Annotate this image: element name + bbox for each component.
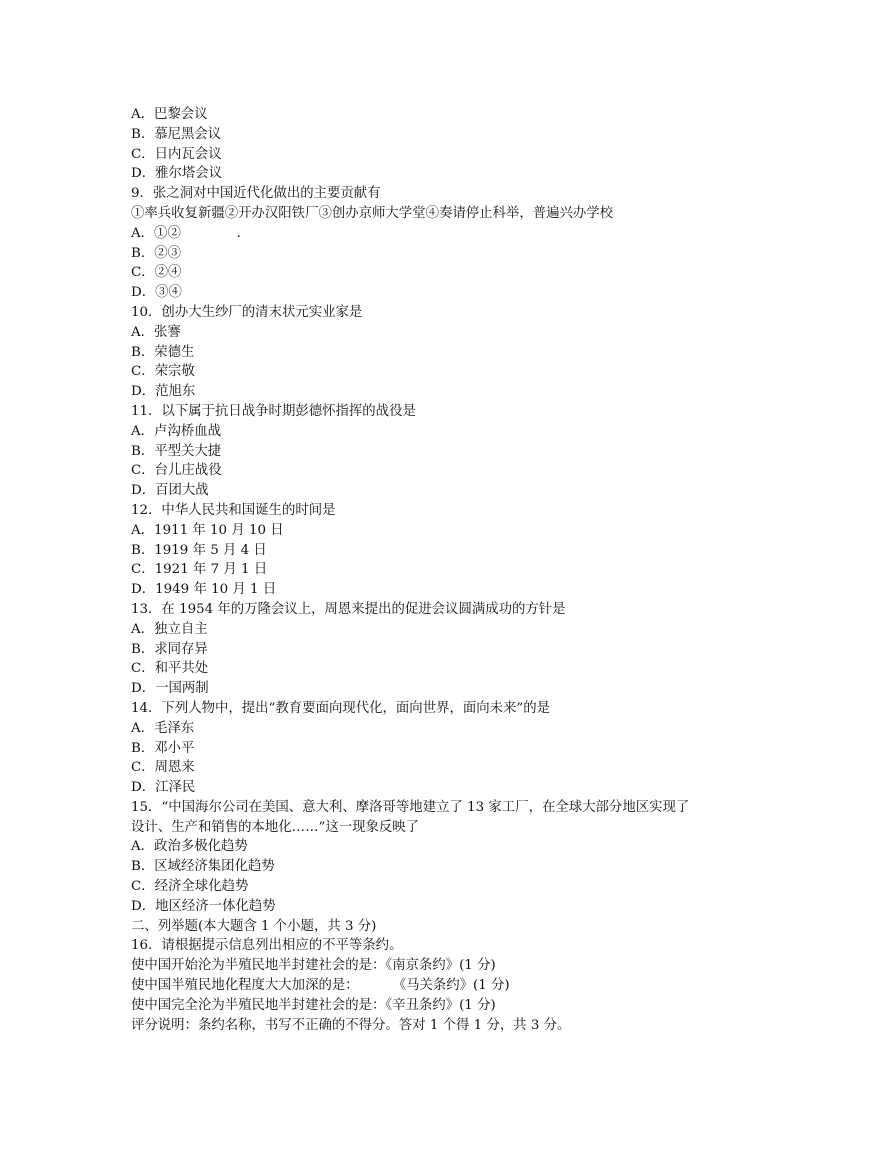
q9-question: 9．张之洞对中国近代化做出的主要贡献有 (131, 186, 381, 202)
q13-option-b: B．求同存异 (131, 641, 208, 657)
q10-option-d: D．范旭东 (131, 384, 196, 400)
q16-answer-1: 使中国开始沦为半殖民地半封建社会的是：《南京条约》(1 分) (131, 958, 496, 974)
section2-heading: 二、列举题(本大题含 1 个小题，共 3 分) (131, 918, 377, 934)
q16-scoring-note: 评分说明：条约名称，书写不正确的不得分。答对 1 个得 1 分，共 3 分。 (131, 1017, 571, 1033)
q15-question-line1: 15．“中国海尔公司在美国、意大利、摩洛哥等地建立了 13 家工厂，在全球大部分地区实现了 (131, 799, 690, 815)
q9-option-a-row (131, 224, 831, 244)
q9-option-a: A．①② (131, 225, 181, 241)
q12-question: 12．中华人民共和国诞生的时间是 (131, 502, 336, 518)
q14-option-b: B．邓小平 (131, 740, 195, 756)
q16-answer-3: 使中国完全沦为半殖民地半封建社会的是：《辛丑条约》(1 分) (131, 997, 496, 1013)
q8-option-d: D．雅尔塔会议 (131, 166, 223, 182)
q11-question: 11．以下属于抗日战争时期彭德怀指挥的战役是 (131, 403, 416, 419)
q8-option-b: B．慕尼黑会议 (131, 126, 222, 142)
q10-question: 10．创办大生纱厂的清末状元实业家是 (131, 304, 363, 320)
q12-option-b: B．1919 年 5 月 4 日 (131, 542, 267, 558)
q11-option-a: A．卢沟桥血战 (131, 423, 222, 439)
q15-option-d: D．地区经济一体化趋势 (131, 898, 276, 914)
q10-option-b: B．荣德生 (131, 344, 195, 360)
q13-option-c: C．和平共处 (131, 661, 209, 677)
q14-option-a: A．毛泽东 (131, 720, 195, 736)
q11-option-c: C．台儿庄战役 (131, 463, 222, 479)
q15-question-line2: 设计、生产和销售的本地化……”这一现象反映了 (131, 819, 420, 835)
q13-option-d: D．一国两制 (131, 681, 209, 697)
q14-option-c: C．周恩来 (131, 760, 195, 776)
exam-page (131, 105, 831, 1035)
q12-option-d: D．1949 年 10 月 1 日 (131, 582, 277, 598)
q11-option-b: B．平型关大捷 (131, 443, 222, 459)
q12-option-c: C．1921 年 7 月 1 日 (131, 562, 268, 578)
q10-option-c: C．荣宗敬 (131, 364, 195, 380)
q12-option-a: A．1911 年 10 月 10 日 (131, 522, 284, 538)
q15-option-c: C．经济全球化趋势 (131, 879, 249, 895)
q16-question: 16．请根据提示信息列出相应的不平等条约。 (131, 938, 403, 954)
q11-option-d: D．百团大战 (131, 483, 209, 499)
q9-option-d: D．③④ (131, 285, 182, 301)
q16-answer-2: 使中国半殖民地化程度大大加深的是： 《马关条约》(1 分) (131, 978, 510, 994)
q8-option-a: A．巴黎会议 (131, 107, 208, 122)
q8-option-c: C．日内瓦会议 (131, 146, 222, 162)
q15-option-a: A．政治多极化趋势 (131, 839, 248, 855)
q14-question: 14．下列人物中，提出“教育要面向现代化，面向世界，面向未来”的是 (131, 700, 551, 716)
q13-question: 13．在 1954 年的万隆会议上，周恩来提出的促进会议圆满成功的方针是 (131, 601, 566, 617)
q9-option-c: C．②④ (131, 265, 182, 281)
q13-option-a: A．独立自主 (131, 621, 208, 637)
q15-option-b: B．区域经济集团化趋势 (131, 859, 275, 875)
q9-option-a-mark: . (236, 225, 241, 241)
q9-statements: ①率兵收复新疆②开办汉阳铁厂③创办京师大学堂④奏请停止科举，普遍兴办学校 (131, 205, 614, 221)
q9-option-b: B．②③ (131, 245, 182, 261)
q10-option-a: A．张謇 (131, 324, 181, 340)
q14-option-d: D．江泽民 (131, 780, 196, 796)
